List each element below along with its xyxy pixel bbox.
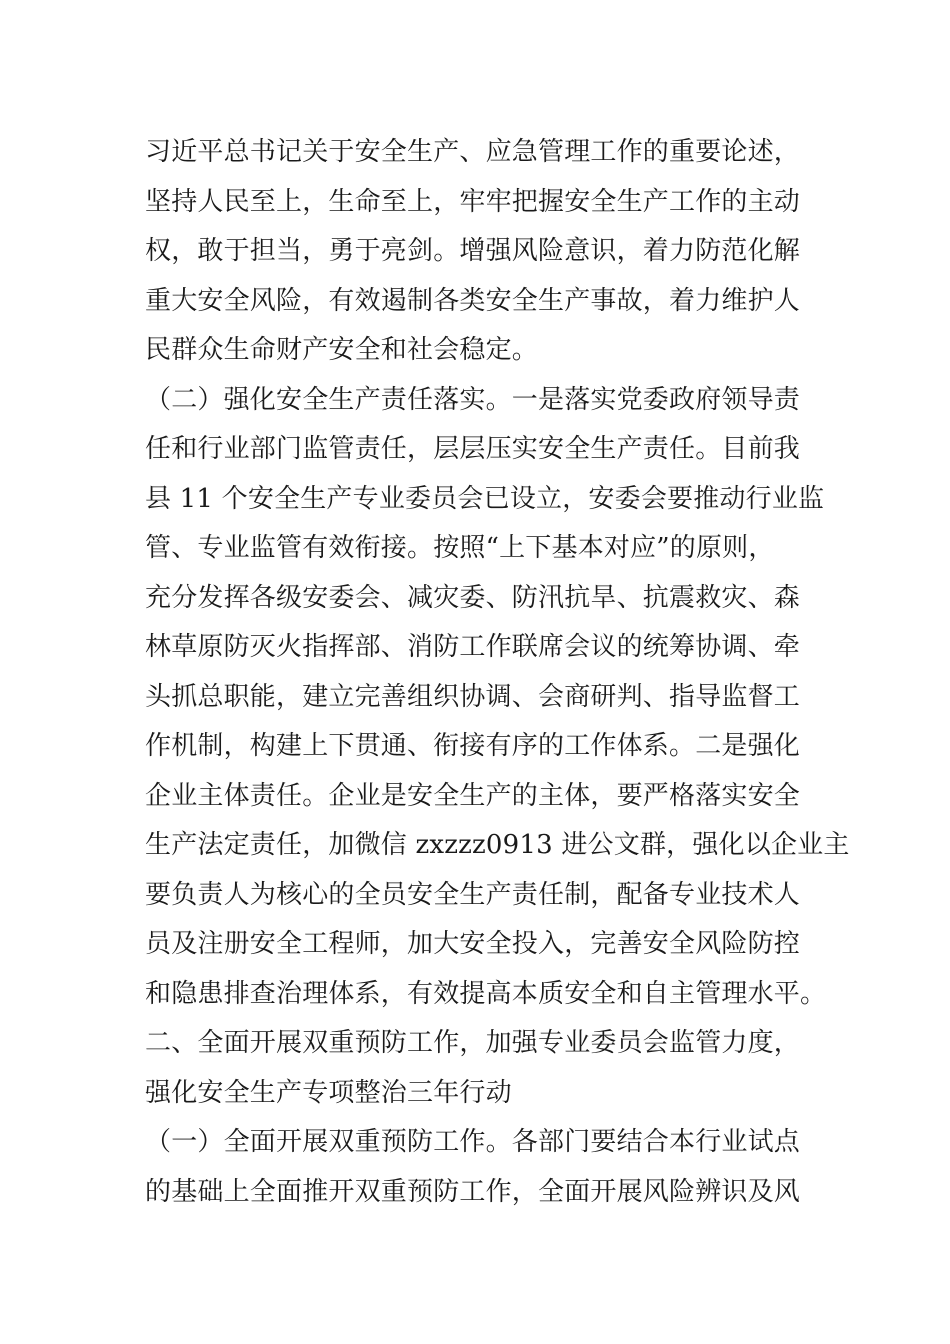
text-line: 充分发挥各级安委会、减灾委、防汛抗旱、抗震救灾、森 [145, 582, 801, 613]
text-line: 林草原防灭火指挥部、消防工作联席会议的统筹协调、牵 [145, 632, 801, 662]
text-line: 头抓总职能，建立完善组织协调、会商研判、指导监督工 [145, 681, 801, 712]
section-heading-line: 强化安全生产专项整治三年行动 [145, 1077, 512, 1108]
section-heading-line: 二、全面开展双重预防工作，加强专业委员会监管力度， [145, 1028, 801, 1058]
text-line: 管、专业监管有效衔接。按照“上下基本对应”的原则， [145, 533, 775, 563]
text-line: 员及注册安全工程师，加大安全投入，完善安全风险防控 [145, 929, 801, 959]
body-text [145, 128, 850, 1217]
section-heading-line: （一）全面开展双重预防工作。各部门要结合本行业试点 [145, 1127, 801, 1157]
text-line: 民群众生命财产安全和社会稳定。 [145, 335, 539, 365]
text-line: 企业主体责任。企业是安全生产的主体，要严格落实安全 [145, 780, 801, 811]
text-line: 权，敢于担当，勇于亮剑。增强风险意识，着力防范化解 [145, 236, 801, 266]
text-line: 重大安全风险，有效遏制各类安全生产事故，着力维护人 [145, 285, 801, 316]
text-line: 坚持人民至上，生命至上，牢牢把握安全生产工作的主动 [145, 186, 801, 217]
text-line: 作机制，构建上下贯通、衔接有序的工作体系。二是强化 [145, 731, 801, 761]
text-line: 县 11 个安全生产专业委员会已设立，安委会要推动行业监 [145, 483, 825, 514]
text-line: 任和行业部门监管责任，层层压实安全生产责任。目前我 [145, 434, 801, 464]
text-line: 要负责人为核心的全员安全生产责任制，配备专业技术人 [145, 879, 801, 910]
text-line: 生产法定责任，加微信 zxzzz0913 进公文群，强化以企业主 [145, 830, 850, 860]
text-line: 习近平总书记关于安全生产、应急管理工作的重要论述， [145, 137, 801, 167]
text-line: 和隐患排查治理体系，有效提高本质安全和自主管理水平。 [145, 978, 827, 1009]
section-heading-line: （二）强化安全生产责任落实。一是落实党委政府领导责 [145, 384, 801, 415]
text-line: 的基础上全面推开双重预防工作，全面开展风险辨识及风 [145, 1176, 801, 1207]
